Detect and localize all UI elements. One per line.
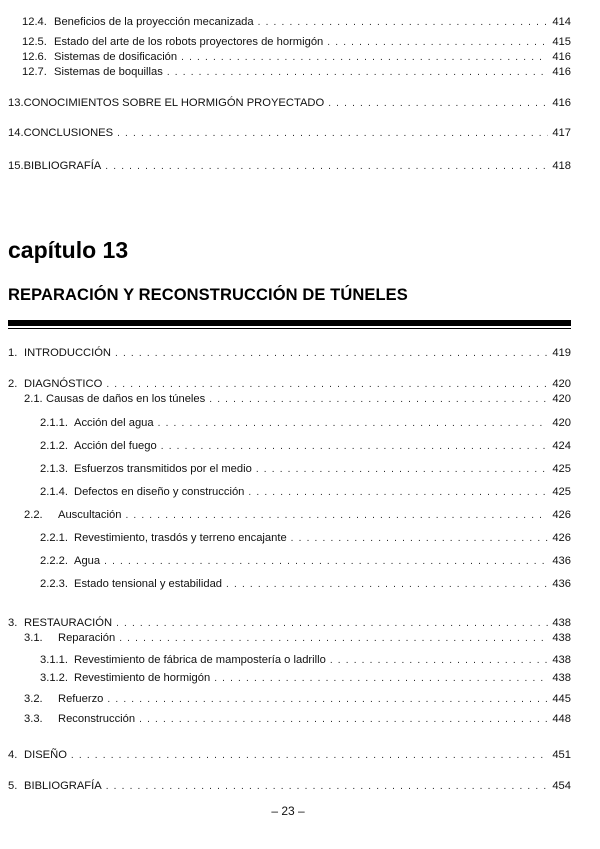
toc-leader-dots: [248, 486, 548, 500]
toc-entry: [8, 616, 571, 631]
toc-entry-title: Acción del fuego: [74, 440, 157, 452]
toc-entry: [24, 692, 571, 707]
toc-entry-page: 438: [552, 632, 571, 644]
toc-entry-title: Estado tensional y estabilidad: [74, 578, 223, 590]
toc-entry-title: CONOCIMIENTOS SOBRE EL HORMIGÓN PROYECTADO: [23, 97, 325, 109]
toc-entry-number: 1.: [8, 347, 18, 359]
toc-entry-title: Auscultación: [58, 509, 122, 521]
toc-leader-dots: [167, 66, 549, 80]
toc-entry-title: BIBLIOGRAFÍA: [24, 780, 102, 792]
toc-entry-title: Reconstrucción: [58, 713, 136, 725]
toc-entry-page: 420: [552, 378, 571, 390]
toc-entry-number: 12.7.: [22, 66, 47, 78]
toc-entry-number: 3.1.1.: [40, 654, 68, 666]
toc-entry-page: 416: [552, 97, 571, 109]
toc-entry: [8, 377, 571, 392]
toc-entry: [40, 485, 571, 500]
toc-entry-page: 454: [552, 780, 571, 792]
toc-entry: [22, 65, 571, 80]
toc-entry: [40, 531, 571, 546]
toc-entry-number: 2.1.3.: [40, 463, 68, 475]
toc-entry: [8, 96, 571, 111]
toc-entry: [8, 126, 571, 141]
toc-entry-page: 418: [552, 160, 571, 172]
toc-entry-page: 424: [552, 440, 571, 452]
toc-entry: [22, 50, 571, 65]
page-number: – 23 –: [271, 804, 305, 818]
toc-entry-number: 2.2.1.: [40, 532, 68, 544]
toc-leader-dots: [107, 693, 548, 707]
toc-entry: [40, 416, 571, 431]
toc-entry-title: INTRODUCCIÓN: [24, 347, 112, 359]
toc-leader-dots: [328, 97, 548, 111]
toc-entry-number: 3.1.2.: [40, 672, 68, 684]
toc-entry-number: 3.3.: [24, 713, 43, 725]
toc-entry-number: 12.4.: [22, 16, 47, 28]
toc-leader-dots: [226, 578, 548, 592]
toc-entry-page: 438: [552, 672, 571, 684]
toc-entry-page: 436: [552, 578, 571, 590]
toc-entry-number: 2.1.2.: [40, 440, 68, 452]
toc-entry: [8, 748, 571, 763]
toc-entry-page: 426: [552, 509, 571, 521]
toc-entry-title: DIAGNÓSTICO: [24, 378, 103, 390]
toc-entry-number: 2.2.: [24, 509, 43, 521]
toc-entry-number: 2.2.3.: [40, 578, 68, 590]
toc-entry-title: Sistemas de boquillas: [54, 66, 163, 78]
toc-entry-title: Sistemas de dosificación: [54, 51, 178, 63]
toc-leader-dots: [161, 440, 549, 454]
toc-entry: [24, 508, 571, 523]
toc-entry: [22, 35, 571, 50]
chapter-rule-thick: [8, 320, 571, 326]
toc-entry-title: BIBLIOGRAFÍA: [23, 160, 102, 172]
toc-leader-dots: [116, 617, 548, 631]
toc-entry: [40, 462, 571, 477]
toc-entry-page: 425: [552, 486, 571, 498]
toc-entry-number: 2.: [8, 378, 18, 390]
toc-entry-number: 13.: [8, 97, 24, 109]
toc-leader-dots: [119, 632, 548, 646]
toc-entry-number: 2.1.: [24, 393, 43, 405]
toc-entry-number: 14.: [8, 127, 24, 139]
toc-entry-page: 414: [552, 16, 571, 28]
toc-entry: [8, 346, 571, 361]
chapter-title: REPARACIÓN Y RECONSTRUCCIÓN DE TÚNELES: [8, 286, 408, 304]
toc-entry: [40, 577, 571, 592]
toc-entry-number: 2.2.2.: [40, 555, 68, 567]
toc-entry-page: 417: [552, 127, 571, 139]
toc-entry-title: Agua: [74, 555, 101, 567]
toc-entry: [40, 671, 571, 686]
toc-leader-dots: [158, 417, 549, 431]
toc-entry-title: Estado del arte de los robots proyectores de hormigón: [54, 36, 324, 48]
toc-leader-dots: [104, 555, 548, 569]
toc-leader-dots: [117, 127, 548, 141]
toc-entry-page: 438: [552, 617, 571, 629]
toc-leader-dots: [330, 654, 548, 668]
chapter-label: capítulo 13: [8, 237, 129, 263]
toc-entry-number: 2.1.4.: [40, 486, 68, 498]
toc-entry: [8, 779, 571, 794]
toc-entry-page: 445: [552, 693, 571, 705]
toc-entry-title: Esfuerzos transmitidos por el medio: [74, 463, 252, 475]
toc-entry-page: 426: [552, 532, 571, 544]
toc-entry-page: 451: [552, 749, 571, 761]
toc-entry-title: Revestimiento de hormigón: [74, 672, 211, 684]
toc-entry-title: DISEÑO: [24, 749, 67, 761]
toc-entry-page: 436: [552, 555, 571, 567]
toc-leader-dots: [209, 393, 548, 407]
toc-leader-dots: [106, 780, 549, 794]
toc-entry: [40, 653, 571, 668]
toc-entry-title: CONCLUSIONES: [23, 127, 114, 139]
toc-entry-number: 4.: [8, 749, 18, 761]
toc-entry-number: 3.2.: [24, 693, 43, 705]
toc-leader-dots: [106, 378, 548, 392]
toc-entry-page: 416: [552, 51, 571, 63]
toc-leader-dots: [181, 51, 548, 65]
toc-entry: [24, 712, 571, 727]
toc-entry-page: 425: [552, 463, 571, 475]
toc-leader-dots: [327, 36, 548, 50]
toc-leader-dots: [214, 672, 548, 686]
toc-entry: [24, 631, 571, 646]
toc-entry-page: 420: [552, 417, 571, 429]
toc-leader-dots: [115, 347, 548, 361]
toc-entry: [40, 439, 571, 454]
toc-entry-page: 448: [552, 713, 571, 725]
toc-entry-number: 5.: [8, 780, 18, 792]
toc-leader-dots: [71, 749, 548, 763]
chapter-rule-thin: [8, 328, 571, 329]
toc-entry-title: Reparación: [58, 632, 116, 644]
toc-entry-page: 416: [552, 66, 571, 78]
toc-entry-title: Causas de daños en los túneles: [46, 393, 206, 405]
toc-entry-title: RESTAURACIÓN: [24, 617, 113, 629]
toc-entry-title: Revestimiento, trasdós y terreno encajante: [74, 532, 287, 544]
toc-entry-number: 12.6.: [22, 51, 47, 63]
toc-entry-title: Revestimiento de fábrica de mampostería o ladrillo: [74, 654, 326, 666]
toc-entry-number: 2.1.1.: [40, 417, 68, 429]
toc-entry-page: 415: [552, 36, 571, 48]
toc-leader-dots: [105, 160, 548, 174]
toc-entry-number: 3.1.: [24, 632, 43, 644]
toc-leader-dots: [256, 463, 548, 477]
toc-entry-number: 3.: [8, 617, 18, 629]
toc-entry-title: Beneficios de la proyección mecanizada: [54, 16, 254, 28]
toc-entry-page: 419: [552, 347, 571, 359]
toc-leader-dots: [258, 16, 549, 30]
toc-entry-title: Defectos en diseño y construcción: [74, 486, 245, 498]
toc-leader-dots: [125, 509, 548, 523]
toc-entry: [40, 554, 571, 569]
toc-entry-title: Acción del agua: [74, 417, 154, 429]
toc-entry: [8, 159, 571, 174]
toc-entry-page: 438: [552, 654, 571, 666]
toc-entry-page: 420: [552, 393, 571, 405]
toc-entry-title: Refuerzo: [58, 693, 104, 705]
toc-entry: [24, 392, 571, 407]
toc-entry-number: 12.5.: [22, 36, 47, 48]
toc-leader-dots: [139, 713, 548, 727]
toc-leader-dots: [291, 532, 549, 546]
toc-entry-number: 15.: [8, 160, 24, 172]
toc-entry: [22, 15, 571, 30]
